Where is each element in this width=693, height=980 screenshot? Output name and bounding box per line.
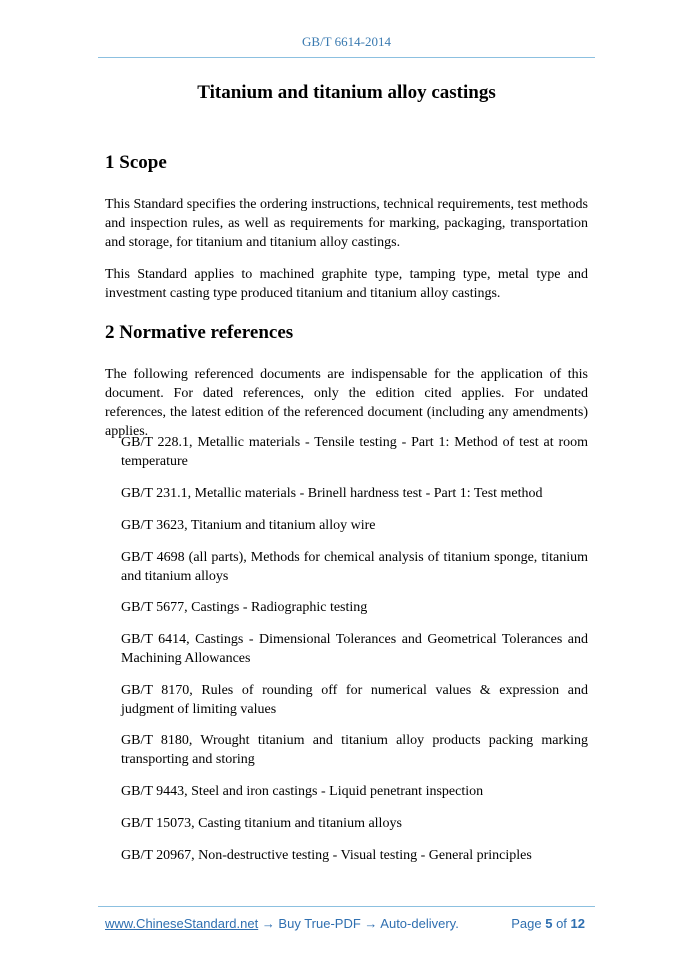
reference-item: GB/T 6414, Castings - Dimensional Tolerances and Geometrical Tolerances and Machining Allowances bbox=[121, 632, 588, 666]
website-link[interactable]: www.ChineseStandard.net bbox=[105, 916, 259, 931]
paragraph: This Standard specifies the ordering instructions, technical requirements, test methods and inspection rules, as well as requirements for marking, packaging, transportation and storage, for titanium and titanium alloy castings. bbox=[105, 197, 588, 250]
reference-item: GB/T 4698 (all parts), Methods for chemical analysis of titanium sponge, titanium and titanium alloys bbox=[121, 550, 588, 584]
reference-item: GB/T 15073, Casting titanium and titanium alloys bbox=[121, 816, 402, 831]
reference-item: GB/T 8180, Wrought titanium and titanium alloy products packing marking transporting and storing bbox=[121, 733, 588, 767]
reference-item: GB/T 8170, Rules of rounding off for numerical values & expression and judgment of limiting values bbox=[121, 683, 588, 717]
header-divider bbox=[98, 57, 595, 58]
page-of: of bbox=[556, 916, 567, 931]
page-indicator bbox=[511, 916, 585, 931]
reference-item: GB/T 231.1, Metallic materials - Brinell hardness test - Part 1: Test method bbox=[121, 486, 543, 501]
document-title: Titanium and titanium alloy castings bbox=[197, 82, 496, 103]
footer bbox=[105, 916, 585, 931]
reference-item: GB/T 3623, Titanium and titanium alloy wire bbox=[121, 518, 376, 533]
section-heading-scope: 1 Scope bbox=[105, 152, 167, 173]
page-number: 5 bbox=[545, 916, 553, 931]
reference-item: GB/T 9443, Steel and iron castings - Liquid penetrant inspection bbox=[121, 784, 484, 799]
reference-item: GB/T 5677, Castings - Radiographic testing bbox=[121, 600, 368, 615]
page-label: Page bbox=[511, 916, 542, 931]
reference-item: GB/T 20967, Non-destructive testing - Visual testing - General principles bbox=[121, 848, 532, 863]
reference-item: GB/T 228.1, Metallic materials - Tensile testing - Part 1: Method of test at room temperature bbox=[121, 435, 588, 469]
page-total: 12 bbox=[570, 916, 585, 931]
section-heading-normative-references: 2 Normative references bbox=[105, 322, 294, 343]
footer-divider bbox=[98, 906, 595, 907]
paragraph: The following referenced documents are indispensable for the application of this document. For dated references, only the edition cited applies. For undated references, the latest edition of the referenced document (including any amendments) applies. bbox=[105, 367, 588, 439]
footer-text: → Buy True-PDF → Auto-delivery. bbox=[258, 916, 459, 931]
paragraph: This Standard applies to machined graphite type, tamping type, metal type and investment casting type produced titanium and titanium alloy castings. bbox=[105, 267, 588, 301]
header-doc-id: GB/T 6614-2014 bbox=[302, 34, 391, 49]
